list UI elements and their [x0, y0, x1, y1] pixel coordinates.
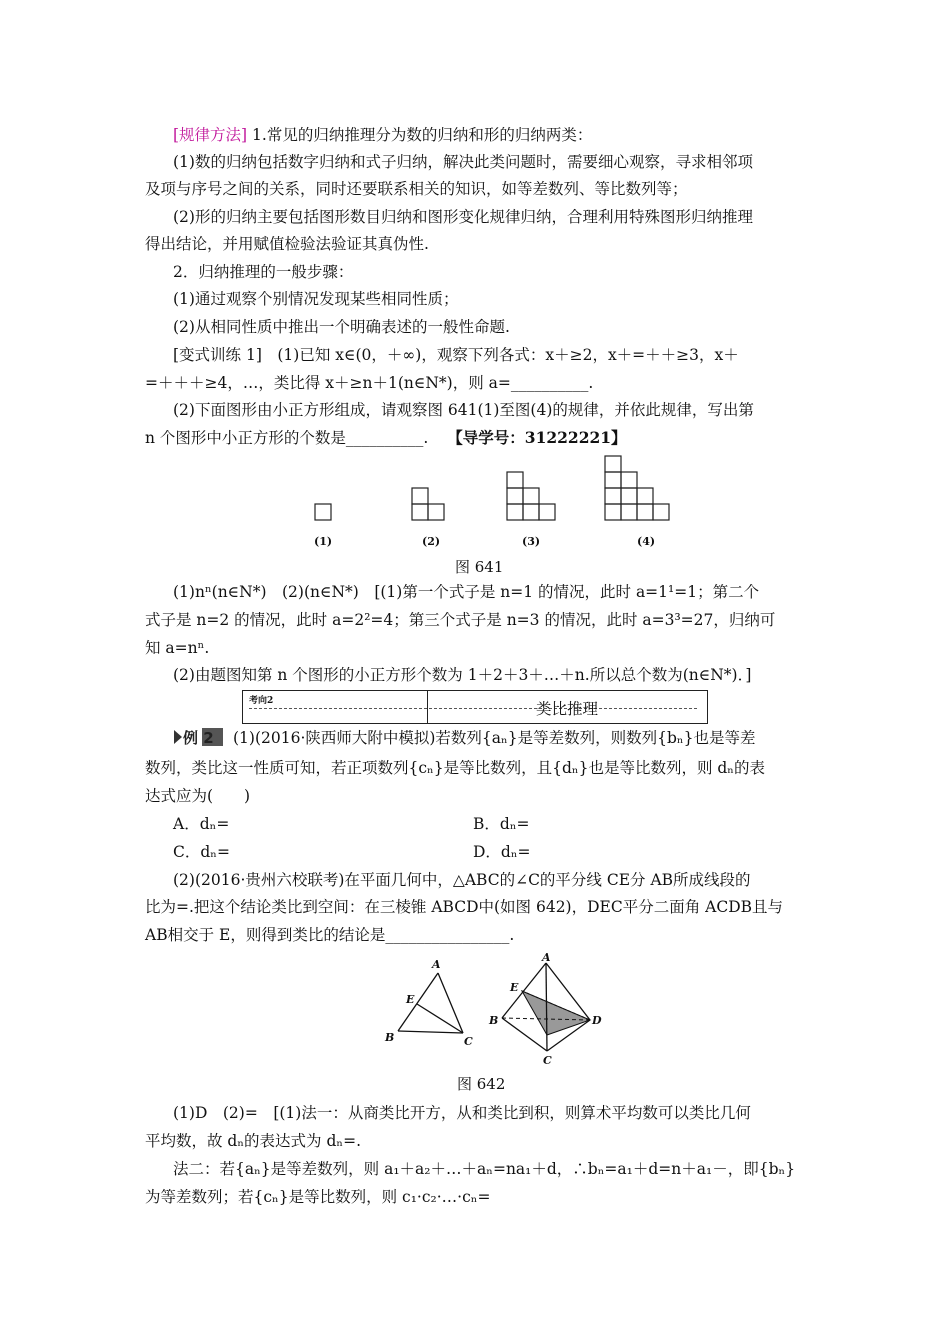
topic-title: 类比推理	[535, 700, 598, 718]
fig1-square	[315, 504, 331, 520]
tet-label-e: E	[510, 981, 519, 994]
tri-label-a: A	[432, 958, 441, 971]
tri-label-c: C	[464, 1035, 473, 1048]
guide-number: 【导学号：31222221】	[447, 428, 627, 447]
fig642-caption: 图 642	[457, 1075, 506, 1093]
example-badge-label: 例 2	[183, 729, 214, 746]
method-line-6: 2．归纳推理的一般步骤：	[173, 263, 354, 281]
fig641-label-4: (4)	[637, 535, 656, 548]
tet-label-b: B	[489, 1014, 499, 1027]
answer1-line-1: (1)nⁿ(n∈N*) (2)(n∈N*) [(1)第一个式子是 n=1 的情况，此时 a=1¹=1；第二个	[173, 583, 760, 601]
tri-label-e: E	[406, 993, 415, 1006]
tet-label-a: A	[542, 953, 551, 964]
figure-641	[300, 455, 680, 550]
tri-label-b: B	[385, 1031, 395, 1044]
example-line-2: 数列，类比这一性质可知，若正项数列{cₙ}是等比数列，且{dₙ}也是等比数列，则 dₙ的表	[145, 759, 766, 777]
fig2-squares	[412, 488, 444, 520]
answer1-line-3: 知 a=nⁿ.	[145, 639, 210, 657]
fig641-caption: 图 641	[455, 558, 504, 576]
example-line-3: 达式应为( )	[145, 787, 251, 805]
option-b: B．dₙ=	[473, 815, 530, 833]
answer1-line-2: 式子是 n=2 的情况，此时 a=2²=4；第三个式子是 n=3 的情况，此时 a=3³=27，归纳可	[145, 611, 776, 629]
option-c: C．dₙ=	[173, 843, 230, 861]
topic-header	[242, 690, 708, 724]
example-line-5: 比为=.把这个结论类比到空间：在三棱锥 ABCD中(如图 642)，DEC平分二面角 ACDB且与	[145, 898, 784, 916]
answer2-line-4: 为等差数列；若{cₙ}是等比数列，则 c₁·c₂·…·cₙ=	[145, 1188, 491, 1206]
option-d: D．dₙ=	[473, 843, 531, 861]
answer2-line-1: (1)D (2)= [(1)法一：从商类比开方，从和类比到积，则算术平均数可以类比几何	[173, 1104, 751, 1122]
tetrahedron-abcd	[502, 963, 590, 1051]
answer1-line-4: (2)由题图知第 n 个图形的小正方形个数为 1＋2＋3＋…＋n.所以总个数为(n∈N*)．]	[173, 666, 752, 684]
method-line-4: (2)形的归纳主要包括图形数目归纳和图形变化规律归纳，合理利用特殊图形归纳推理	[173, 208, 753, 226]
fig641-label-2: (2)	[422, 535, 441, 548]
topic-tag: 考向2	[249, 696, 274, 706]
answer2-line-2: 平均数，故 dₙ的表达式为 dₙ=.	[145, 1132, 362, 1150]
tet-label-d: D	[592, 1014, 602, 1027]
method-line-2: (1)数的归纳包括数字归纳和式子归纳，解决此类问题时，需要细心观察，寻求相邻项	[173, 153, 753, 171]
method-line-3: 及项与序号之间的关系，同时还要联系相关的知识，如等差数列、等比数列等；	[145, 180, 688, 198]
fig3-squares	[507, 472, 555, 520]
fig641-label-1: (1)	[314, 535, 333, 548]
exercise-line-1: [变式训练 1] (1)已知 x∈(0，＋∞)，观察下列各式：x＋≥2，x＋=＋＋≥3，x＋	[173, 346, 739, 364]
tet-label-c: C	[543, 1054, 552, 1067]
exercise-line-3: (2)下面图形由小正方形组成，请观察图 641(1)至图(4)的规律，并依此规律，写出第	[173, 401, 754, 419]
fig4-squares	[605, 456, 669, 520]
example-line-1: (1)(2016·陕西师大附中模拟)若数列{aₙ}是等差数列，则数列{bₙ}也是等差	[233, 729, 756, 747]
example-badge	[174, 728, 224, 746]
exercise-line-4: n 个图形中小正方形的个数是__________. 【导学号：31222221】	[145, 428, 627, 447]
method-line-8: (2)从相同性质中推出一个明确表述的一般性命题.	[173, 318, 510, 336]
method-line-5: 得出结论，并用赋值检验法验证其真伪性.	[145, 235, 429, 253]
option-a: A．dₙ=	[173, 815, 230, 833]
method-line-1: [规律方法] 1.常见的归纳推理分为数的归纳和形的归纳两类：	[173, 126, 593, 144]
answer2-line-3: 法二：若{aₙ}是等差数列，则 a₁＋a₂＋…＋aₙ=na₁＋d，∴bₙ=a₁＋d=n＋a₁－，即{bₙ}	[173, 1160, 796, 1178]
example-line-4: (2)(2016·贵州六校联考)在平面几何中，△ABC的∠C的平分线 CE分 AB所成线段的	[173, 871, 751, 889]
exercise-line-2: =＋＋＋≥4，…，类比得 x＋≥n＋1(n∈N*)，则 a=__________.	[145, 374, 594, 392]
example-line-6: AB相交于 E，则得到类比的结论是________________.	[145, 926, 515, 944]
fig641-label-3: (3)	[522, 535, 541, 548]
method-line-7: (1)通过观察个别情况发现某些相同性质；	[173, 290, 459, 308]
method-tag: [规律方法]	[173, 126, 248, 144]
figure-642	[378, 953, 608, 1068]
